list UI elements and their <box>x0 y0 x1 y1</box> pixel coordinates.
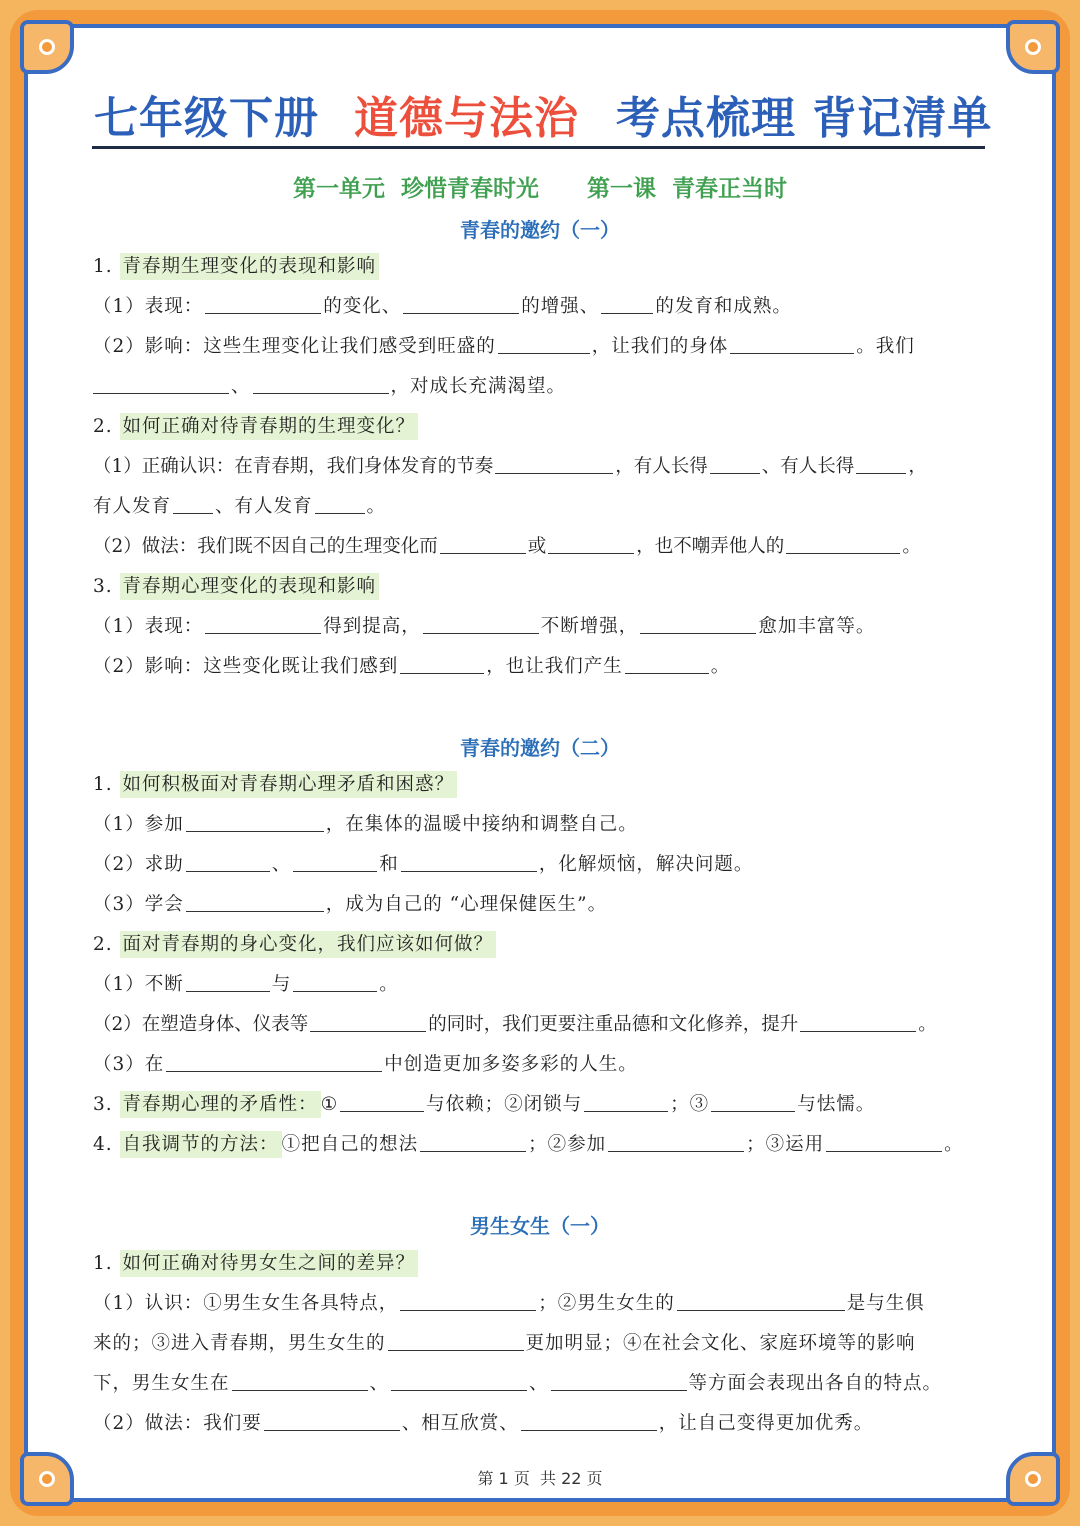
fill-blank[interactable] <box>711 1093 795 1112</box>
fill-blank[interactable] <box>498 335 590 354</box>
fill-blank[interactable] <box>584 1093 668 1112</box>
unit-title: 第一单元 珍惜青春时光 第一课 青春正当时 <box>292 176 788 202</box>
question-line: 1. 如何积极面对青春期心理矛盾和困惑？ <box>93 765 988 805</box>
fill-blank[interactable] <box>310 1013 426 1032</box>
fill-blank[interactable] <box>730 335 854 354</box>
section-title: 男生女生（一） <box>470 1214 610 1238</box>
fill-blank[interactable] <box>253 375 389 394</box>
question-line: 2. 如何正确对待青春期的生理变化？ <box>93 407 988 447</box>
section-title: 青春的邀约（一） <box>460 218 620 242</box>
fill-blank[interactable] <box>264 1412 400 1431</box>
fill-blank[interactable] <box>856 455 906 474</box>
fill-blank[interactable] <box>420 1133 526 1152</box>
question-line: 1. 青春期生理变化的表现和影响 <box>93 247 988 287</box>
answer-line: （1）参加 ，在集体的温暖中接纳和调整自己。 <box>93 814 638 835</box>
fill-blank[interactable] <box>340 1093 424 1112</box>
fill-blank[interactable] <box>401 853 537 872</box>
answer-line: （1）正确认识：在青春期，我们身体发育的节奏 ，有人长得 、有人长得 ， <box>93 456 927 477</box>
fill-blank[interactable] <box>186 893 324 912</box>
fill-blank[interactable] <box>710 455 760 474</box>
title-grade: 七年级下册 <box>94 93 319 144</box>
answer-line: （3）在 中创造更加多姿多彩的人生。 <box>93 1054 638 1075</box>
fill-blank[interactable] <box>677 1292 845 1311</box>
fill-blank[interactable] <box>548 535 634 554</box>
answer-line: （3）学会 ，成为自己的 “心理保健医生”。 <box>93 894 608 915</box>
question-line: 1. 如何正确对待男女生之间的差异？ <box>93 1244 988 1284</box>
fill-blank[interactable] <box>423 615 539 634</box>
fill-blank[interactable] <box>625 655 709 674</box>
fill-blank[interactable] <box>400 655 484 674</box>
corner-ornament-icon <box>1006 20 1060 74</box>
fill-blank[interactable] <box>608 1133 744 1152</box>
answer-line: （2）在塑造身体、仪表等 的同时，我们更要注重品德和文化修养，提升 。 <box>93 1014 937 1035</box>
answer-line: （2）影响：这些生理变化让我们感受到旺盛的 ，让我们的身体 。我们 <box>93 336 915 357</box>
fill-blank[interactable] <box>551 1372 687 1391</box>
answer-line: 下，男生女生在 、 、 等方面会表现出各自的特点。 <box>93 1373 943 1394</box>
answer-line: （1）表现： 得到提高， 不断增强， 愈加丰富等。 <box>93 616 876 637</box>
answer-line: （1）认识：①男生女生各具特点， ；②男生女生的 是与生俱 <box>93 1293 925 1314</box>
answer-line: 有人发育 、有人发育 。 <box>93 496 387 517</box>
fill-blank[interactable] <box>232 1372 368 1391</box>
fill-blank[interactable] <box>293 853 377 872</box>
corner-ornament-icon <box>20 1452 74 1506</box>
fill-blank[interactable] <box>293 973 377 992</box>
fill-blank[interactable] <box>495 455 613 474</box>
fill-blank[interactable] <box>315 495 365 514</box>
fill-blank[interactable] <box>786 535 900 554</box>
fill-blank[interactable] <box>800 1013 916 1032</box>
answer-line: （2）影响：这些变化既让我们感到 ，也让我们产生 。 <box>93 656 731 677</box>
title-topic: 考点梳理 背记清单 <box>616 93 993 144</box>
fill-blank[interactable] <box>601 295 653 314</box>
question-line: 3. 青春期心理变化的表现和影响 <box>93 567 988 607</box>
fill-blank[interactable] <box>205 295 321 314</box>
fill-blank[interactable] <box>166 1053 382 1072</box>
corner-ornament-icon <box>1006 1452 1060 1506</box>
question-line: 4. 自我调节的方法： ①把自己的想法 ；②参加 ；③运用 。 <box>93 1125 988 1165</box>
fill-blank[interactable] <box>400 1292 536 1311</box>
fill-blank[interactable] <box>521 1412 657 1431</box>
fill-blank[interactable] <box>391 1372 527 1391</box>
fill-blank[interactable] <box>93 375 229 394</box>
answer-line: （2）做法：我们要 、相互欣赏、 ，让自己变得更加优秀。 <box>93 1413 874 1434</box>
fill-blank[interactable] <box>403 295 519 314</box>
title-subject: 道德与法治 <box>354 93 579 144</box>
answer-line: （1）不断 与 。 <box>93 974 399 995</box>
answer-line: （2）做法：我们既不因自己的生理变化而 或 ，也不嘲弄他人的 。 <box>93 536 921 557</box>
question-line: 3. 青春期心理的矛盾性： ① 与依赖；②闭锁与 ；③ 与怯懦。 <box>93 1085 988 1125</box>
page-number: 第 1 页 共 22 页 <box>477 1469 603 1488</box>
fill-blank[interactable] <box>186 853 270 872</box>
fill-blank[interactable] <box>440 535 526 554</box>
answer-line: 来的；③进入青春期，男生女生的 更加明显；④在社会文化、家庭环境等的影响 <box>93 1333 916 1354</box>
fill-blank[interactable] <box>826 1133 942 1152</box>
fill-blank[interactable] <box>205 615 321 634</box>
fill-blank[interactable] <box>186 813 324 832</box>
answer-line: （2）求助 、 和 ，化解烦恼，解决问题。 <box>93 854 754 875</box>
answer-line: （1）表现： 的变化、 的增强、 的发育和成熟。 <box>93 296 792 317</box>
fill-blank[interactable] <box>640 615 756 634</box>
page-title <box>92 92 993 149</box>
question-line: 2. 面对青春期的身心变化，我们应该如何做？ <box>93 925 988 965</box>
fill-blank[interactable] <box>388 1332 524 1351</box>
answer-line: 、 ，对成长充满渴望。 <box>93 367 988 407</box>
fill-blank[interactable] <box>186 973 270 992</box>
section-title: 青春的邀约（二） <box>460 736 620 760</box>
fill-blank[interactable] <box>173 495 213 514</box>
